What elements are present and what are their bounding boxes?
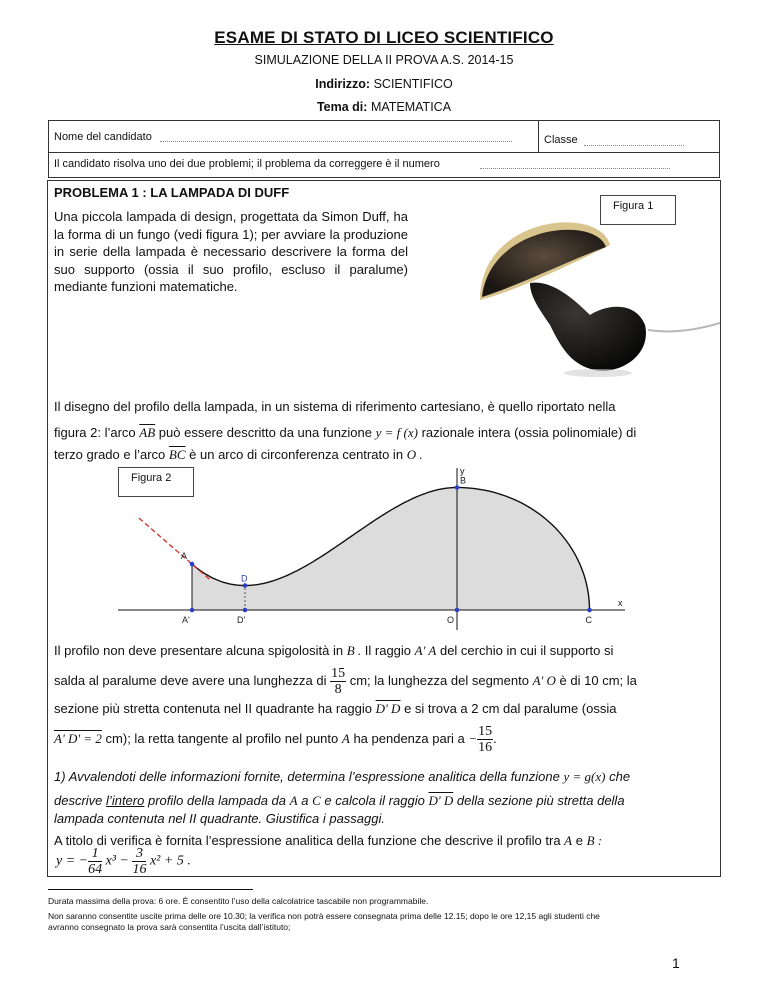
q1-text: descrive [54,793,103,808]
segment-ad: A' D' = 2 [54,730,102,746]
arc-ab: $\overline{AB}$ [139,425,156,440]
info-divider-horizontal [48,152,720,153]
point-b: B : [586,833,603,848]
point-a: A [564,833,573,848]
problem-number-field[interactable] [480,158,670,169]
point-a: A [341,730,350,746]
formula-fraction-2 [132,846,146,877]
q1-text: profilo della lampada da [147,793,287,808]
point-aprime-label: A' [182,615,190,625]
point-o-label: O [447,615,455,625]
p3-line-1 [54,642,613,660]
point-dprime-label: D' [237,615,246,625]
problem-intro: Una piccola lampada di design, progettata da Simon Duff, ha la forma di un fungo (vedi figura 1); per avviare la produzione in serie della lampada è necessario descrivere la forma del suo supporto (ossia il suo profilo, escluso il paralume) mediante funzioni matematiche. [54,209,408,294]
radius-aa: A' A [414,643,437,658]
p2-text: figura 2: l’arco [54,425,136,440]
fraction-numerator: 3 [132,846,146,862]
point-c-label: C [585,615,592,625]
q1-text: e calcola il raggio [324,793,425,808]
tema-line [0,100,768,114]
func-g: y = g(x) [563,769,606,784]
point-b-label: B [460,475,467,486]
p2-text: terzo grado e l’arco [54,447,166,462]
p3-text: sezione più stretta contenuta nel II quadrante ha raggio [54,701,372,716]
point-b-marker [455,485,460,490]
point-b: B . [346,643,362,658]
point-a: A [289,793,298,808]
q1-text: della sezione più stretta della [456,793,625,808]
p2-text: può essere descritto da una funzione [158,425,372,440]
figure-1-label: Figura 1 [600,195,676,225]
point-d-label: D [241,573,248,584]
point-d-marker [243,583,248,588]
footnote-line-2: Non saranno consentite uscite prima delle ore 10.30; la verifica non potrà essere consegnata prima delle 12.15; dopo le ore 12,15 agli studenti che [48,911,600,921]
footnote-rule [48,889,253,890]
y-axis-label: y [460,466,465,476]
p3-text: è di 10 cm; la [559,672,637,688]
fraction-numerator: 15 [478,724,493,739]
p3-line-3 [54,700,617,718]
point-dprime-marker [243,608,248,613]
p3-text: cm; la lunghezza del segmento [349,672,529,688]
tangent-line-a [139,518,211,580]
q1-underlined: l’intero [106,793,145,808]
point-o-marker [455,608,460,613]
fraction-15-16 [477,724,493,755]
p3-text: del cerchio in cui il supporto si [439,643,614,658]
p3-text: Il raggio [364,643,412,658]
radius-dd: D' D [375,701,401,716]
p3-text: cm); la retta tangente al profilo nel punto [105,730,339,746]
fraction-denominator: 16 [132,862,147,877]
p2-text: è un arco di circonferenza centrato in [189,447,404,462]
page-number: 1 [672,955,680,971]
p3-line-4 [54,724,497,755]
fraction-numerator: 1 [88,846,102,862]
fraction-denominator: 16 [478,740,493,755]
info-divider-vertical [538,120,539,152]
p3-text: ha pendenza pari a [353,730,465,746]
radius-dd: D' D [428,793,454,808]
period: . [493,730,497,746]
verification-formula [56,846,191,877]
func-f: y = f (x) [375,425,418,440]
footnote-line-1: Durata massima della prova: 6 ore. È consentito l’uso della calcolatrice tascabile non programmabile. [48,896,429,906]
arc-bc: $\overline{BC}$ [168,447,186,462]
candidate-name-label: Nome del candidato [54,131,152,143]
indirizzo-value: SCIENTIFICO [373,77,453,91]
document-title: ESAME DI STATO DI LICEO SCIENTIFICO [214,28,554,47]
indirizzo-line [0,77,768,91]
formula-mid: x³ − [105,853,129,869]
candidate-name-field[interactable] [160,131,512,142]
point-c: C [312,793,321,808]
minus-sign: − [468,730,478,746]
problem-title: PROBLEMA 1 : LA LAMPADA DI DUFF [54,185,290,200]
class-field[interactable] [584,135,684,146]
figure-2-label: Figura 2 [118,467,194,497]
tema-label: Tema di: [316,100,368,114]
point-o: O . [406,447,423,462]
lamp-photo [420,205,720,385]
point-a-label: A [181,551,188,562]
point-aprime-marker [190,608,195,613]
p2-line-1: Il disegno del profilo della lampada, in un sistema di riferimento cartesiano, è quello riportato nella [54,399,616,414]
fraction-numerator: 15 [331,666,346,681]
formula-prefix: y = − [56,853,89,869]
segment-ao: A' O [532,672,556,688]
class-label: Classe [544,134,578,146]
point-c-marker [587,608,592,613]
q1-text: 1) Avvalendoti delle informazioni fornite, determina l’espressione analitica della funzione [54,769,560,784]
indirizzo-label: Indirizzo: [315,77,371,91]
title-underline-gap [408,186,708,189]
p2-line-3 [54,446,423,464]
formula-fraction-1 [88,846,102,877]
p2-text: razionale intera (ossia polinomiale) di [421,425,637,440]
p2-line-2 [54,424,636,442]
footnote-line-3: avranno consegnato la prova sarà consentita l’uscita dall’istituto; [48,922,291,932]
tema-value: MATEMATICA [370,100,452,114]
point-a-marker [190,562,195,567]
p3-text: e si trova a 2 cm dal paralume (ossia [404,701,617,716]
q1-text: a [301,793,309,808]
p3-text: salda al paralume deve avere una lunghezza di [54,672,327,688]
x-axis-label: x [618,598,623,608]
profile-shaded-area [192,488,590,611]
verify-and: e [575,833,583,848]
fraction-15-8 [330,666,346,697]
p3-line-2 [54,666,637,697]
q1-text: che [609,769,631,784]
q1-line-3: lampada contenuta nel II quadrante. Giustifica i passaggi. [54,811,385,826]
document-subtitle: SIMULAZIONE DELLA II PROVA A.S. 2014-15 [254,53,514,67]
verify-text: A titolo di verifica è fornita l’espressione analitica della funzione che descrive il profilo tra [54,833,561,848]
q1-line-2 [54,792,625,810]
fraction-denominator: 8 [334,682,342,697]
problem-choice-instruction: Il candidato risolva uno dei due problemi; il problema da correggere è il numero [54,158,440,170]
q1-line-1 [54,768,630,786]
fraction-denominator: 64 [88,862,103,877]
formula-end: x² + 5 . [149,853,191,869]
p3-text: Il profilo non deve presentare alcuna spigolosità in [54,643,344,658]
